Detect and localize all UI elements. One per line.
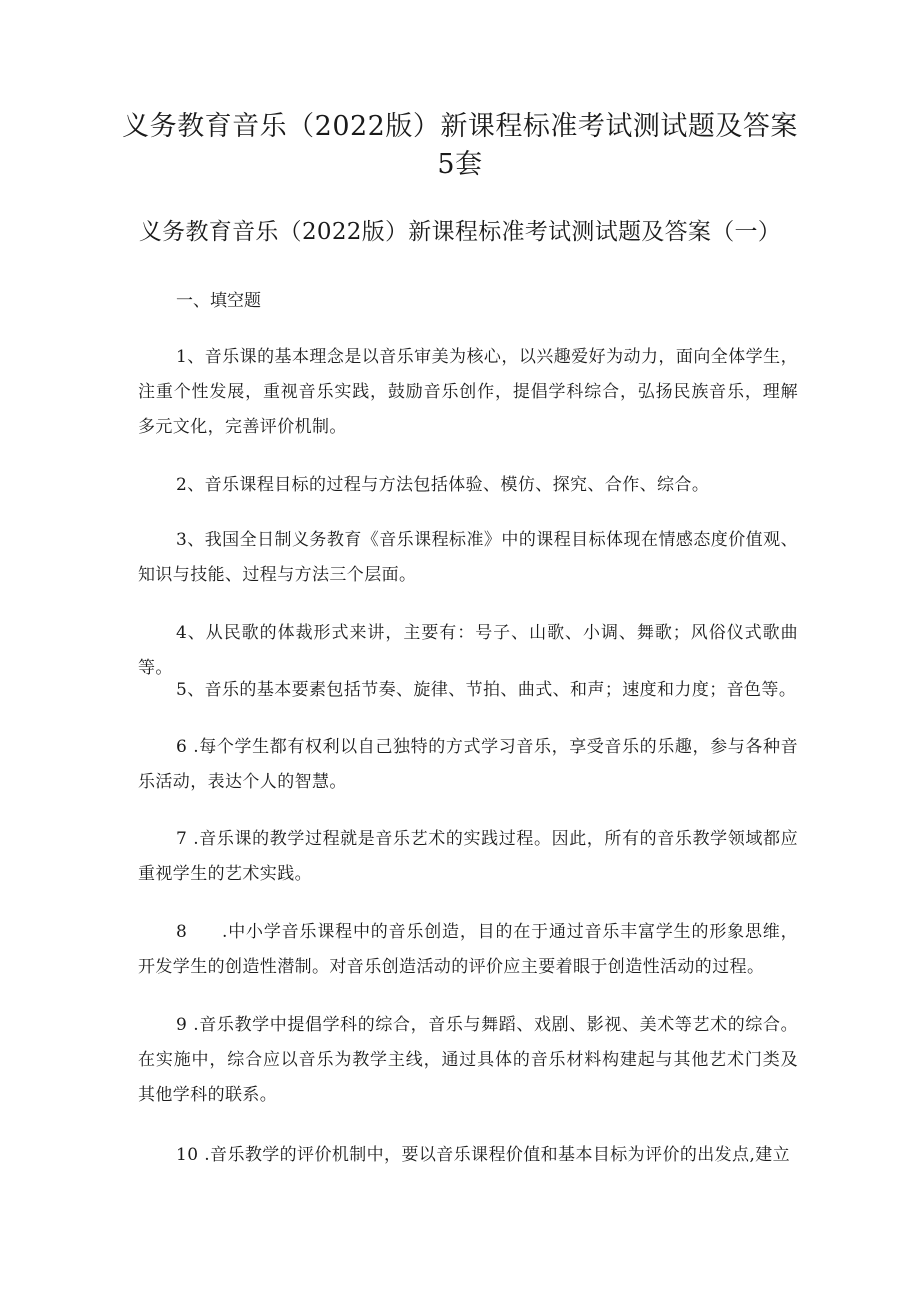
question-item-9 [138, 1008, 798, 1113]
item-number: 5、 [176, 680, 205, 700]
section-heading: 一、填空题 [176, 291, 261, 311]
item-text: 我国全日制义务教育《音乐课程标准》中的课程目标体现在情感态度价值观、知识与技能、过程与方法三个层面。 [138, 530, 798, 585]
item-text: .每个学生都有权利以自己独特的方式学习音乐，享受音乐的乐趣，参与各种音乐活动，表达个人的智慧。 [138, 737, 798, 792]
question-item-10 [138, 1138, 798, 1173]
item-number: 1、 [176, 347, 205, 367]
item-number: 9 [176, 1015, 188, 1035]
item-text: 音乐课程目标的过程与方法包括体验、模仿、探究、合作、综合。 [204, 475, 710, 495]
item-number: 2、 [176, 475, 205, 495]
document-title: 义务教育音乐（2022版）新课程标准考试测试题及答案5套 [122, 111, 798, 180]
item-number: 10 [176, 1145, 199, 1165]
document-subtitle: 义务教育音乐（2022版）新课程标准考试测试题及答案（一） [138, 219, 782, 245]
item-number: 4、 [176, 623, 206, 643]
question-item-2 [138, 468, 798, 503]
question-item-8 [138, 915, 798, 985]
question-item-3 [138, 523, 798, 593]
item-number: 6 [176, 737, 188, 757]
question-item-1 [138, 340, 798, 445]
item-text: 从民歌的体裁形式来讲，主要有：号子、山歌、小调、舞歌；风俗仪式歌曲等。 [138, 623, 798, 678]
item-number: 8 [176, 922, 188, 942]
item-number: 3、 [176, 530, 205, 550]
item-text: 音乐的基本要素包括节奏、旋律、节拍、曲式、和声；速度和力度；音色等。 [204, 680, 797, 700]
item-text: .音乐教学的评价机制中，要以音乐课程价值和基本目标为评价的出发点,建立 [198, 1145, 791, 1165]
question-item-5 [138, 673, 798, 708]
question-item-7 [138, 822, 798, 892]
question-item-6 [138, 730, 798, 800]
item-text: .音乐教学中提倡学科的综合，音乐与舞蹈、戏剧、影视、美术等艺术的综合。在实施中，综合应以音乐为教学主线，通过具体的音乐材料构建起与其他艺术门类及其他学科的联系。 [138, 1015, 798, 1105]
item-text: .中小学音乐课程中的音乐创造，目的在于通过音乐丰富学生的形象思维，开发学生的创造性潜制。对音乐创造活动的评价应主要着眼于创造性活动的过程。 [138, 922, 798, 977]
item-text: 音乐课的基本理念是以音乐审美为核心，以兴趣爱好为动力，面向全体学生，注重个性发展，重视音乐实践，鼓励音乐创作，提倡学科综合，弘扬民族音乐，理解多元文化，完善评价机制。 [138, 347, 798, 437]
item-text: .音乐课的教学过程就是音乐艺术的实践过程。因此，所有的音乐教学领域都应重视学生的艺术实践。 [138, 829, 798, 884]
item-number: 7 [176, 829, 188, 849]
